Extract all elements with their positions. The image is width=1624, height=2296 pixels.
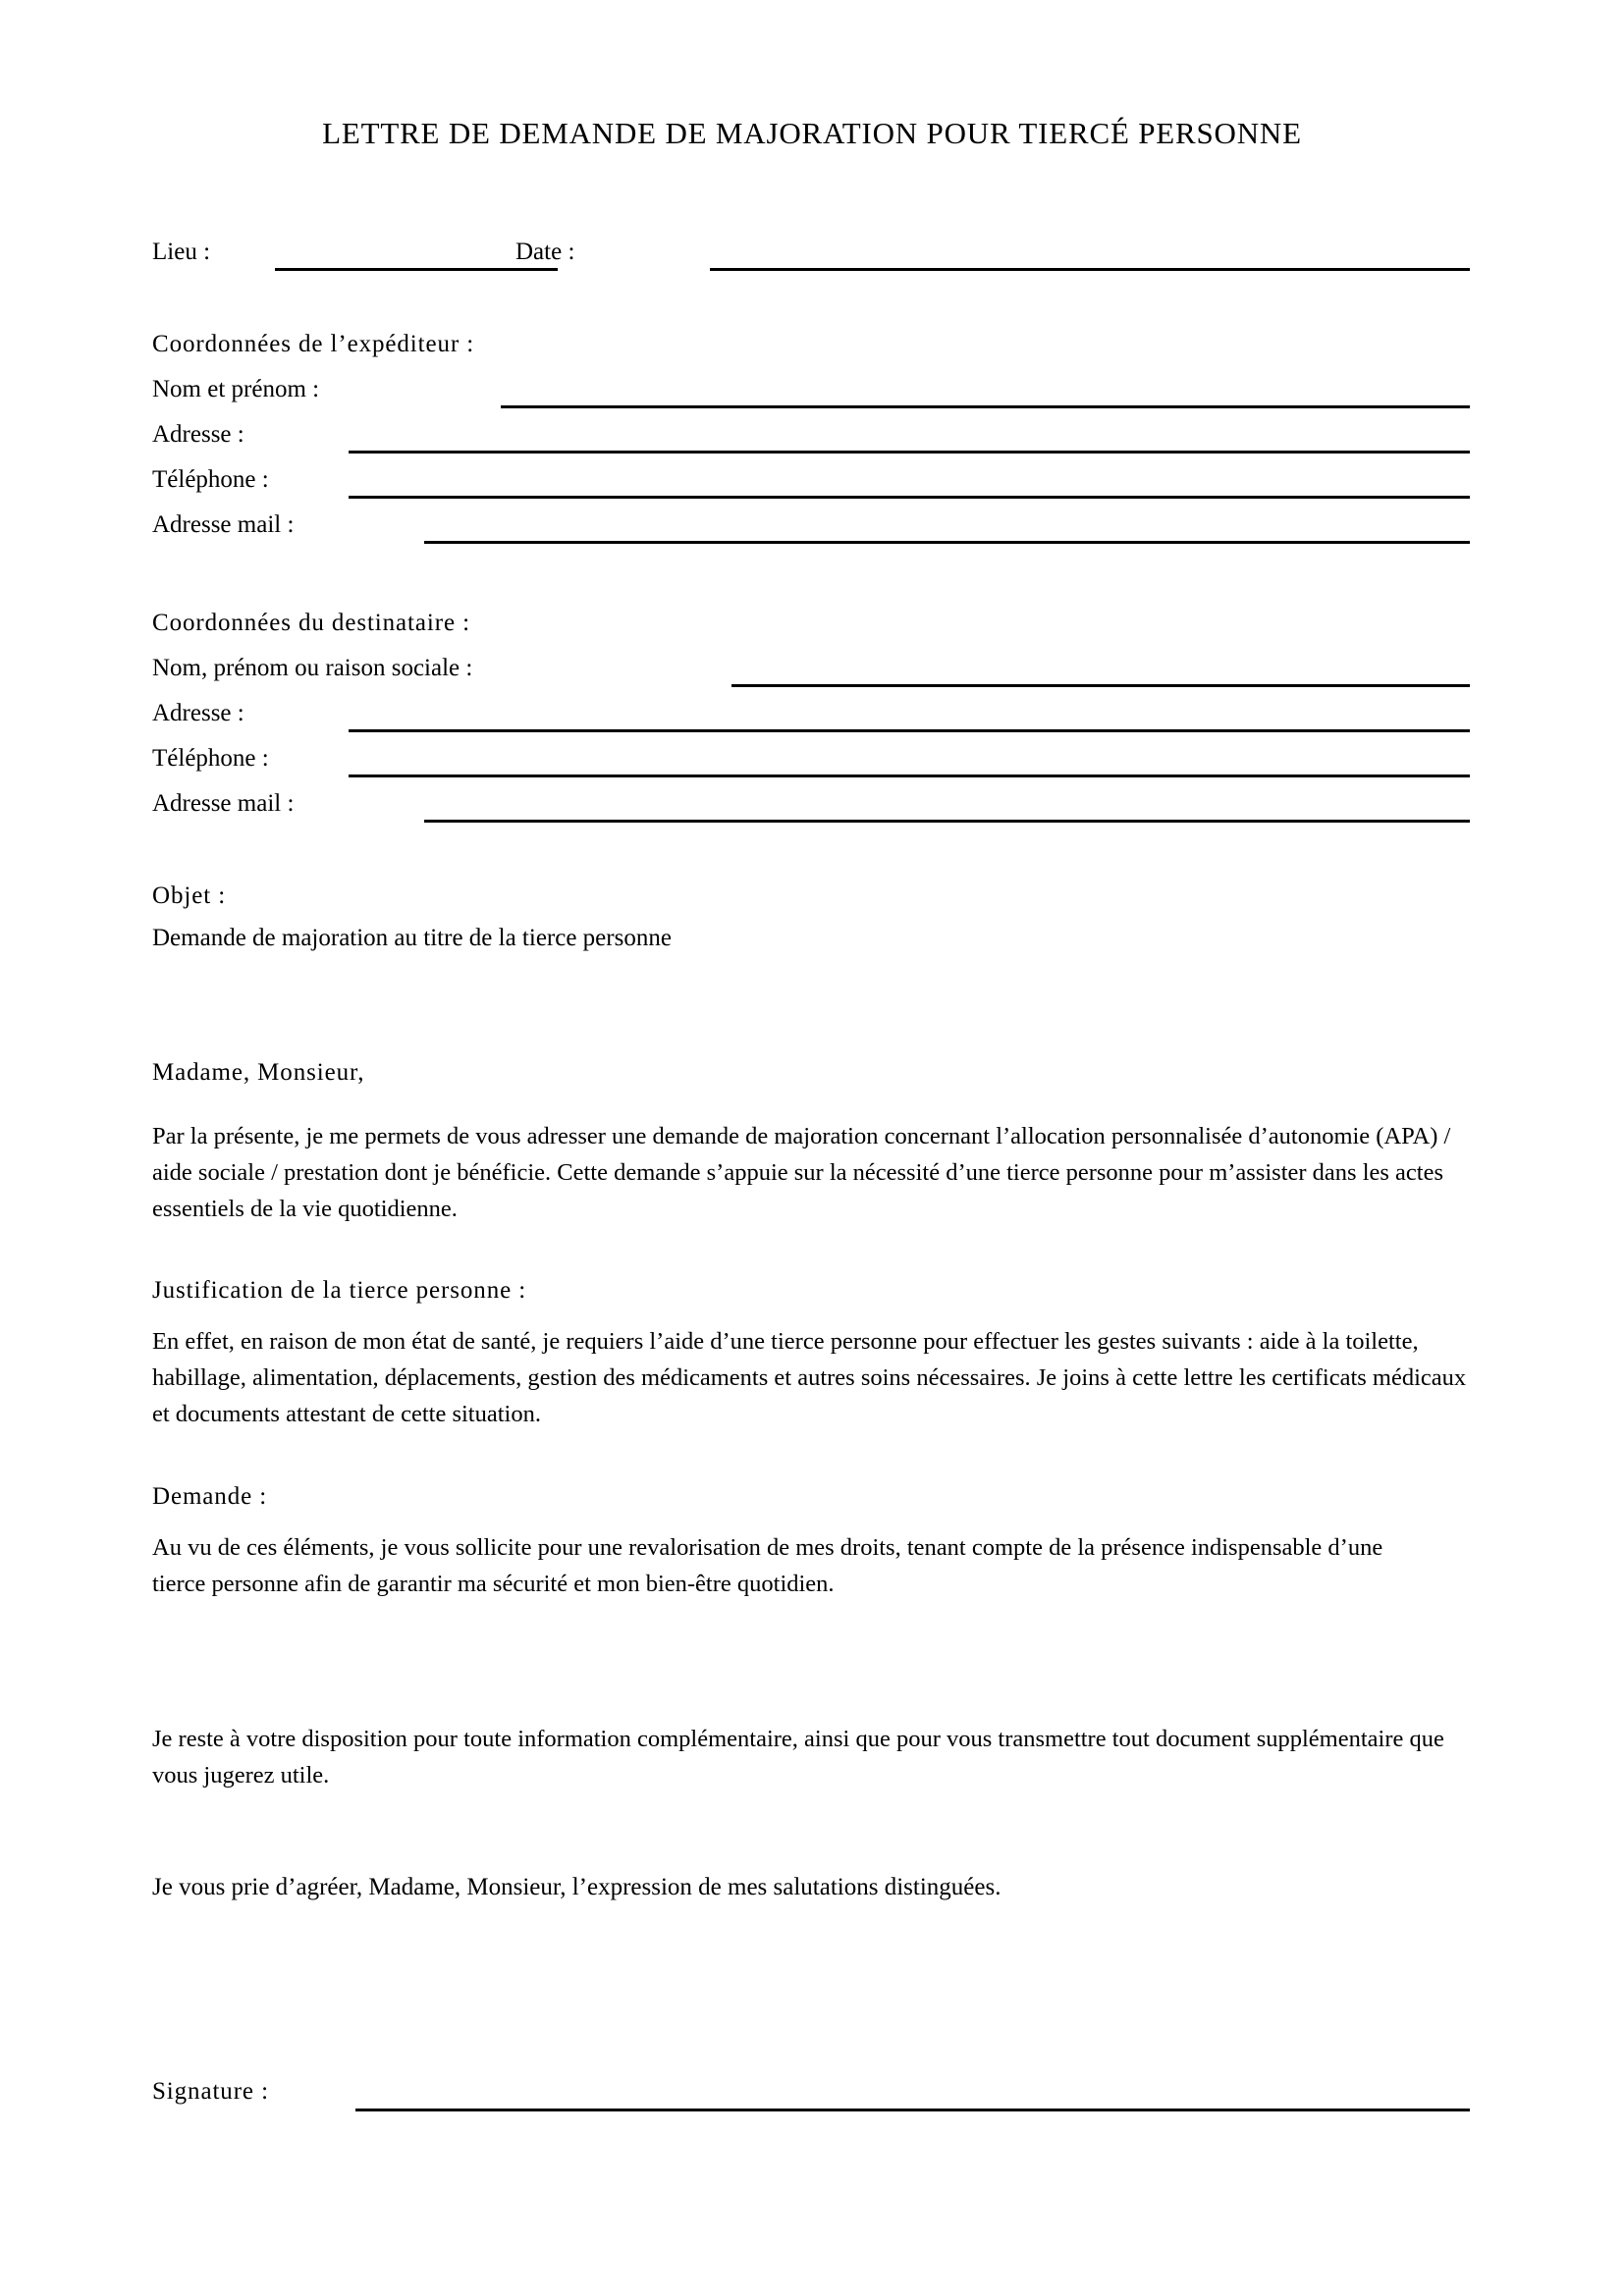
page-title: LETTRE DE DEMANDE DE MAJORATION POUR TIERCÉ PERSONNE [322,116,1302,150]
recipient-email-input-rule[interactable] [424,820,1470,823]
recipient-address-label: Adresse : [152,700,244,726]
request-paragraph: Au vu de ces éléments, je vous sollicite pour une revalorisation de mes droits, tenant compte de la présence indispensable d’une tierce personne afin de garantir ma sécurité et mon bien-être quotidien. [152,1534,1383,1597]
recipient-phone-label: Téléphone : [152,745,269,772]
place-input-rule[interactable] [275,268,558,271]
recipient-email-label: Adresse mail : [152,790,295,817]
sender-name-label: Nom et prénom : [152,376,320,402]
sender-phone-input-rule[interactable] [349,496,1470,499]
subject-value: Demande de majoration au titre de la tierce personne [152,925,672,951]
sender-phone-label: Téléphone : [152,466,269,493]
sender-name-input-rule[interactable] [501,405,1470,408]
request-heading: Demande : [152,1483,268,1510]
recipient-phone-input-rule[interactable] [349,774,1470,777]
signature-input-rule[interactable] [355,2109,1470,2111]
sender-address-label: Adresse : [152,421,244,448]
sender-address-input-rule[interactable] [349,451,1470,454]
sender-email-label: Adresse mail : [152,511,295,538]
date-input-rule[interactable] [710,268,1470,271]
salutation: Madame, Monsieur, [152,1059,365,1086]
recipient-name-label: Nom, prénom ou raison sociale : [152,655,473,681]
recipient-address-input-rule[interactable] [349,729,1470,732]
justification-heading: Justification de la tierce personne : [152,1277,527,1304]
subject-label: Objet : [152,882,227,909]
closing-paragraph: Je vous prie d’agréer, Madame, Monsieur, l’expression de mes salutations distinguées. [152,1874,1001,1900]
justification-paragraph: En effet, en raison de mon état de santé, je requiers l’aide d’une tierce personne pour effectuer les gestes suivants : aide à la toilette, habillage, alimentation, déplacements, gestion des médicaments et autres soins nécessaires. Je joins à cette lettre les certificats médicaux et documents attestant de cette situation. [152,1328,1467,1427]
recipient-section-label: Coordonnées du destinataire : [152,610,470,636]
intro-paragraph: Par la présente, je me permets de vous adresser une demande de majoration concernant l’allocation personnalisée d’autonomie (APA) / aide sociale / prestation dont je bénéficie. Cette demande s’appuie sur la nécessité d’une tierce personne pour m’assister dans les actes essentiels de la vie quotidienne. [152,1123,1451,1222]
date-label: Date : [515,239,575,265]
recipient-name-input-rule[interactable] [731,684,1470,687]
availability-paragraph: Je reste à votre disposition pour toute information complémentaire, ainsi que pour vous transmettre tout document supplémentaire que vous jugerez utile. [152,1726,1444,1789]
sender-email-input-rule[interactable] [424,541,1470,544]
signature-label: Signature : [152,2078,269,2105]
place-label: Lieu : [152,239,211,265]
sender-section-label: Coordonnées de l’expéditeur : [152,331,475,357]
